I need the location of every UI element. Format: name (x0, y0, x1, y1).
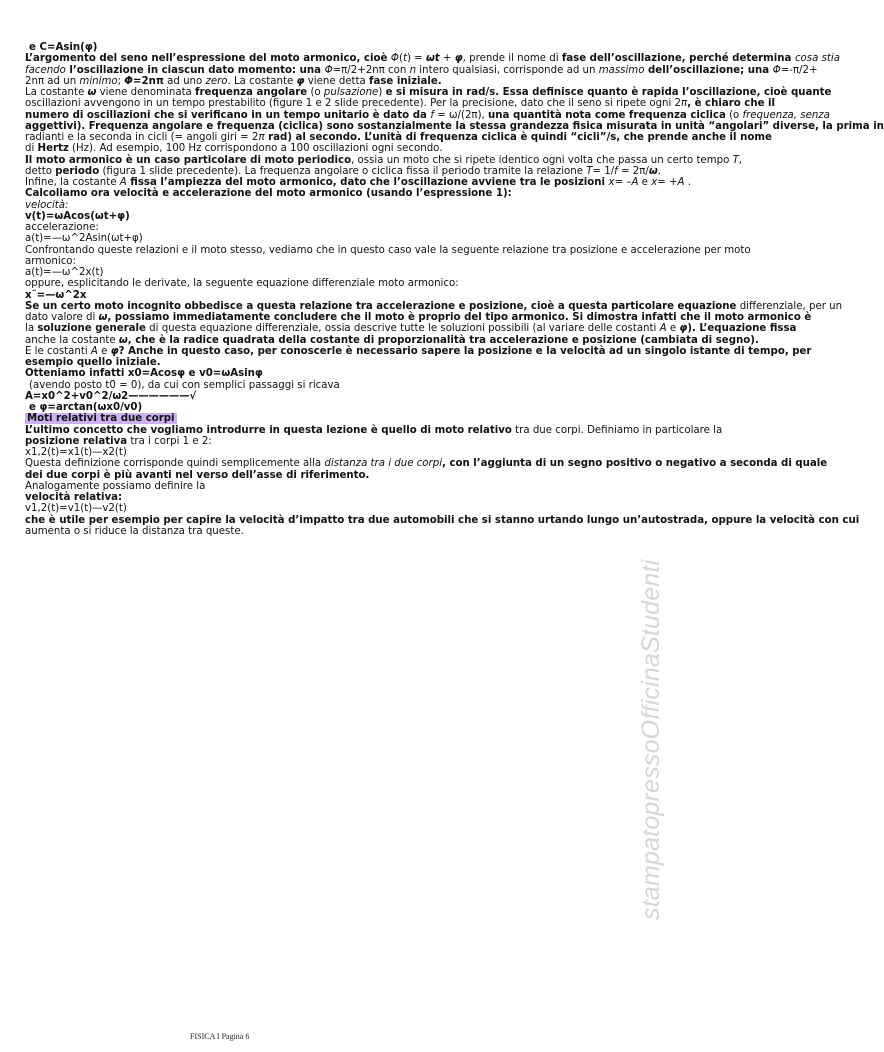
text-segment: T (732, 154, 739, 166)
text-line: Otteniamo infatti x0=Acosφ e v0=ωAsinφ (25, 368, 263, 380)
text-segment: =2nπ (132, 75, 164, 87)
text-segment: e (666, 323, 680, 335)
text-segment: oscillazioni avvengono in un tempo prestabilito (figure 1 e 2 slide precedente). Per la precisione, dato che il seno si ripete ogni 2 (25, 98, 682, 110)
text-segment: ( (398, 53, 403, 65)
text-line: esempio quello iniziale. (25, 357, 161, 368)
text-segment: + (439, 53, 455, 65)
text-segment: π (681, 98, 688, 110)
text-segment: x (608, 177, 615, 188)
text-segment: Φ (390, 53, 399, 65)
text-segment: fissa l’ampiezza del moto armonico, dato che l’oscillazione avviene tra le posizioni (126, 177, 609, 188)
text-line: accelerazione: (25, 222, 99, 233)
text-line: Confrontando queste relazioni e il moto stesso, vediamo che in questo caso vale la seguente relazione tra posizione e accelerazione per moto (25, 244, 751, 256)
text-segment: ) = (406, 53, 426, 65)
text-segment: E le costanti (25, 345, 91, 357)
text-segment: zero (205, 75, 228, 87)
text-segment: l’oscillazione in ciascun dato momento: una (65, 64, 325, 76)
text-segment: , è chiaro che il (687, 98, 776, 110)
text-line: dei due corpi è più avanti nel verso dell’asse di riferimento. (25, 469, 370, 481)
text-segment: numero di oscillazioni che si verificano in un tempo unitario è dato da (25, 109, 431, 121)
text-segment: di (25, 143, 38, 155)
text-line: velocità relativa: (25, 492, 123, 503)
text-segment: dell’oscillazione; una (644, 64, 773, 76)
text-line (25, 425, 737, 436)
text-segment: cosa stia (794, 53, 840, 65)
text-segment: Questa definizione corrisponde quindi semplicemente alla (25, 458, 325, 470)
text-segment: T (586, 165, 593, 177)
text-segment: (o (307, 87, 324, 98)
text-segment: massimo (598, 64, 645, 76)
text-segment: A (631, 177, 639, 188)
text-segment: ω (648, 165, 658, 177)
text-line (25, 154, 743, 166)
text-segment: L’ultimo concetto che vogliamo introdurre in questa lezione è quello di moto relativo (25, 424, 512, 436)
text-line: che è utile per esempio per capire la velocità d’impatto tra due automobili che si stanno urtando lungo un’autostrada, oppure la velocità con cui (25, 514, 860, 526)
document-body (25, 42, 884, 537)
text-segment: viene denominata (96, 87, 196, 98)
text-segment: periodo (55, 165, 100, 177)
text-segment: A (90, 345, 98, 357)
text-segment: A (119, 177, 127, 188)
text-line (25, 166, 737, 177)
text-line: x¨=—ω^2x (25, 289, 87, 301)
text-segment: tra i corpi 1 e 2: (127, 435, 212, 447)
text-segment: = + (657, 177, 678, 188)
text-segment: , che è la radice quadrata della costante di proporzionalità tra accelerazione e posizione (cambiata di segno). (127, 334, 759, 346)
text-segment: Il moto armonico è un caso particolare di moto periodico (25, 154, 352, 166)
text-line (25, 120, 884, 132)
text-segment: A (677, 177, 685, 188)
text-line: e φ=arctan(ωx0/v0) (29, 402, 143, 413)
text-segment: = 1/ (592, 165, 615, 177)
text-line: v1,2(t)=v1(t)—v2(t) (25, 503, 127, 515)
text-line (25, 436, 737, 447)
text-segment: = ω/(2π), (434, 109, 489, 121)
text-segment: ). L’equazione fissa (687, 323, 797, 335)
text-segment: tra due corpi. Definiamo in particolare la (511, 424, 723, 436)
text-segment: detto (25, 165, 56, 177)
text-line: aumenta o si riduce la distanza tra queste. (25, 525, 244, 537)
text-segment: φ (110, 345, 119, 357)
watermark: stampatopressoOfficinaStudenti (637, 559, 665, 920)
text-segment: Infine, la costante (25, 177, 120, 188)
text-segment: Φ (772, 64, 781, 76)
text-segment: φ (296, 75, 305, 87)
text-segment: . La costante (227, 75, 297, 87)
text-segment: rad) al secondo. L’unità di frequenza ciclica è quindi “cicli”/s, che prende anche il nome (264, 132, 772, 143)
text-line (25, 323, 797, 335)
text-segment: e (638, 177, 652, 188)
text-segment: frequenza angolare (195, 87, 308, 98)
section-heading (25, 413, 737, 424)
text-segment: π (258, 132, 265, 143)
text-segment: di questa equazione differenziale, ossia descrive tutte le soluzioni possibili (al variare delle costanti (145, 323, 660, 335)
text-segment: =π/2+2nπ con (332, 64, 410, 76)
text-line: a(t)=—ω^2x(t) (25, 267, 104, 278)
text-segment: la (25, 323, 38, 335)
text-line (25, 334, 759, 346)
text-line (25, 312, 812, 323)
text-segment: ωt (425, 53, 440, 65)
text-segment: , ossia un moto che si ripete identico ogni volta che passa un certo tempo (351, 154, 733, 166)
text-line (25, 177, 737, 188)
text-line: Analogamente possiamo definire la (25, 480, 206, 492)
text-segment: , (738, 154, 743, 166)
text-line (25, 143, 737, 154)
page-footer: FISICA I Pagina 6 (190, 1032, 250, 1041)
text-segment: dato valore di (25, 312, 99, 323)
text-segment: φ (454, 53, 463, 65)
text-segment: soluzione generale (37, 323, 146, 335)
text-segment: ) (378, 87, 386, 98)
text-segment: , possiamo immediatamente concludere che il moto è proprio del tipo armonico. Si dimostra infatti che il moto armonico è (107, 312, 812, 323)
text-segment: ? Anche in questo caso, per conoscerle è necessario sapere la posizione e la velocità ad un singolo istante di tempo, per (118, 345, 812, 357)
text-segment: f (430, 109, 434, 121)
text-segment: =-π/2+ (780, 64, 818, 76)
text-segment: L’argomento del seno nell’espressione del moto armonico, cioè (25, 53, 391, 65)
text-segment: n (409, 64, 417, 76)
text-segment: φ (679, 323, 688, 335)
text-segment: , prende il nome di (462, 53, 562, 65)
text-segment: . (684, 177, 691, 188)
text-segment: ω (118, 334, 128, 346)
text-segment: intero qualsiasi, corrisponde ad un (416, 64, 599, 76)
text-segment: ad uno (163, 75, 206, 87)
text-line (25, 300, 843, 312)
text-segment: f (614, 165, 618, 177)
text-segment: fase iniziale. (369, 75, 442, 87)
text-segment: 2nπ ad un (25, 75, 80, 87)
text-line: velocità: (25, 199, 69, 211)
text-segment: facendo (25, 64, 66, 76)
text-segment: Se un certo moto incognito obbedisce a questa relazione tra accelerazione e posizione, cioè a questa particolare equazione (25, 300, 737, 312)
text-segment: A (659, 323, 667, 335)
text-line (25, 76, 737, 87)
text-segment: distanza tra i due corpi (324, 458, 443, 470)
text-line (25, 64, 818, 76)
text-segment: fase dell’oscillazione, perché determina (561, 53, 795, 65)
text-segment: x (651, 177, 658, 188)
text-line (25, 132, 772, 143)
text-segment: ω (87, 87, 97, 98)
text-segment: posizione relativa (25, 435, 128, 447)
text-line (25, 345, 812, 357)
text-segment: una quantità nota come frequenza ciclica (488, 109, 726, 121)
text-segment: Φ (124, 75, 133, 87)
text-segment: (Hz). Ad esempio, 100 Hz corrispondono a 100 oscillazioni ogni secondo. (68, 143, 443, 155)
text-segment: ; (117, 75, 125, 87)
text-segment: e (97, 345, 111, 357)
text-line (25, 98, 776, 110)
text-line (25, 109, 830, 121)
text-segment: e si misura in rad/s. Essa definisce quanto è rapida l’oscillazione, cioè quante (385, 87, 832, 98)
text-line: Calcoliamo ora velocità e accelerazione del moto armonico (usando l’espressione 1): (25, 188, 512, 200)
text-line: armonico: (25, 255, 76, 267)
text-segment: = – (614, 177, 632, 188)
text-segment: pulsazione (323, 87, 379, 98)
text-line (25, 87, 832, 98)
text-segment: ω (98, 312, 108, 323)
text-line: A=x0^2+v0^2/ω2——————√ (25, 390, 197, 402)
text-segment: = 2π/ (617, 165, 649, 177)
text-segment: differenziale, per un (736, 300, 843, 312)
text-segment: radianti e la seconda in cicli (= angoli giri = 2 (25, 132, 259, 143)
text-line: a(t)=—ω^2Asin(ωt+φ) (25, 233, 143, 245)
text-line (25, 53, 840, 65)
text-segment: . (657, 165, 661, 177)
text-segment: , con l’aggiunta di un segno positivo o negativo a seconda di quale (442, 458, 828, 470)
highlighted-heading: Moti relativi tra due corpi (27, 413, 175, 425)
text-line: v(t)=ωAcos(ωt+φ) (25, 210, 130, 222)
text-segment: viene detta (304, 75, 370, 87)
text-segment: Φ (324, 64, 333, 76)
text-line: x1,2(t)=x1(t)—x2(t) (25, 447, 127, 458)
text-line: (avendo posto t0 = 0), da cui con semplici passaggi si ricava (29, 379, 340, 391)
text-line: oppure, esplicitando le derivate, la seguente equazione differenziale moto armonico: (25, 278, 459, 290)
text-segment: Hertz (37, 143, 69, 155)
text-segment: (o (725, 109, 743, 121)
text-segment: (figura 1 slide precedente). La frequenza angolare o ciclica fissa il periodo tramite la relazione (99, 165, 587, 177)
text-segment: minimo (79, 75, 118, 87)
text-segment: aggettivi). Frequenza angolare e frequenza (ciclica) sono sostanzialmente la stessa grandezza fisica misurata in unità “angolari” diverse, la prima in (25, 120, 884, 132)
text-segment: anche la costante (25, 334, 119, 346)
text-line: e C=Asin(φ) (29, 42, 98, 53)
text-segment: t (402, 53, 407, 65)
text-segment: frequenza, senza (742, 109, 830, 121)
text-line (25, 458, 828, 470)
text-segment: La costante (25, 87, 88, 98)
